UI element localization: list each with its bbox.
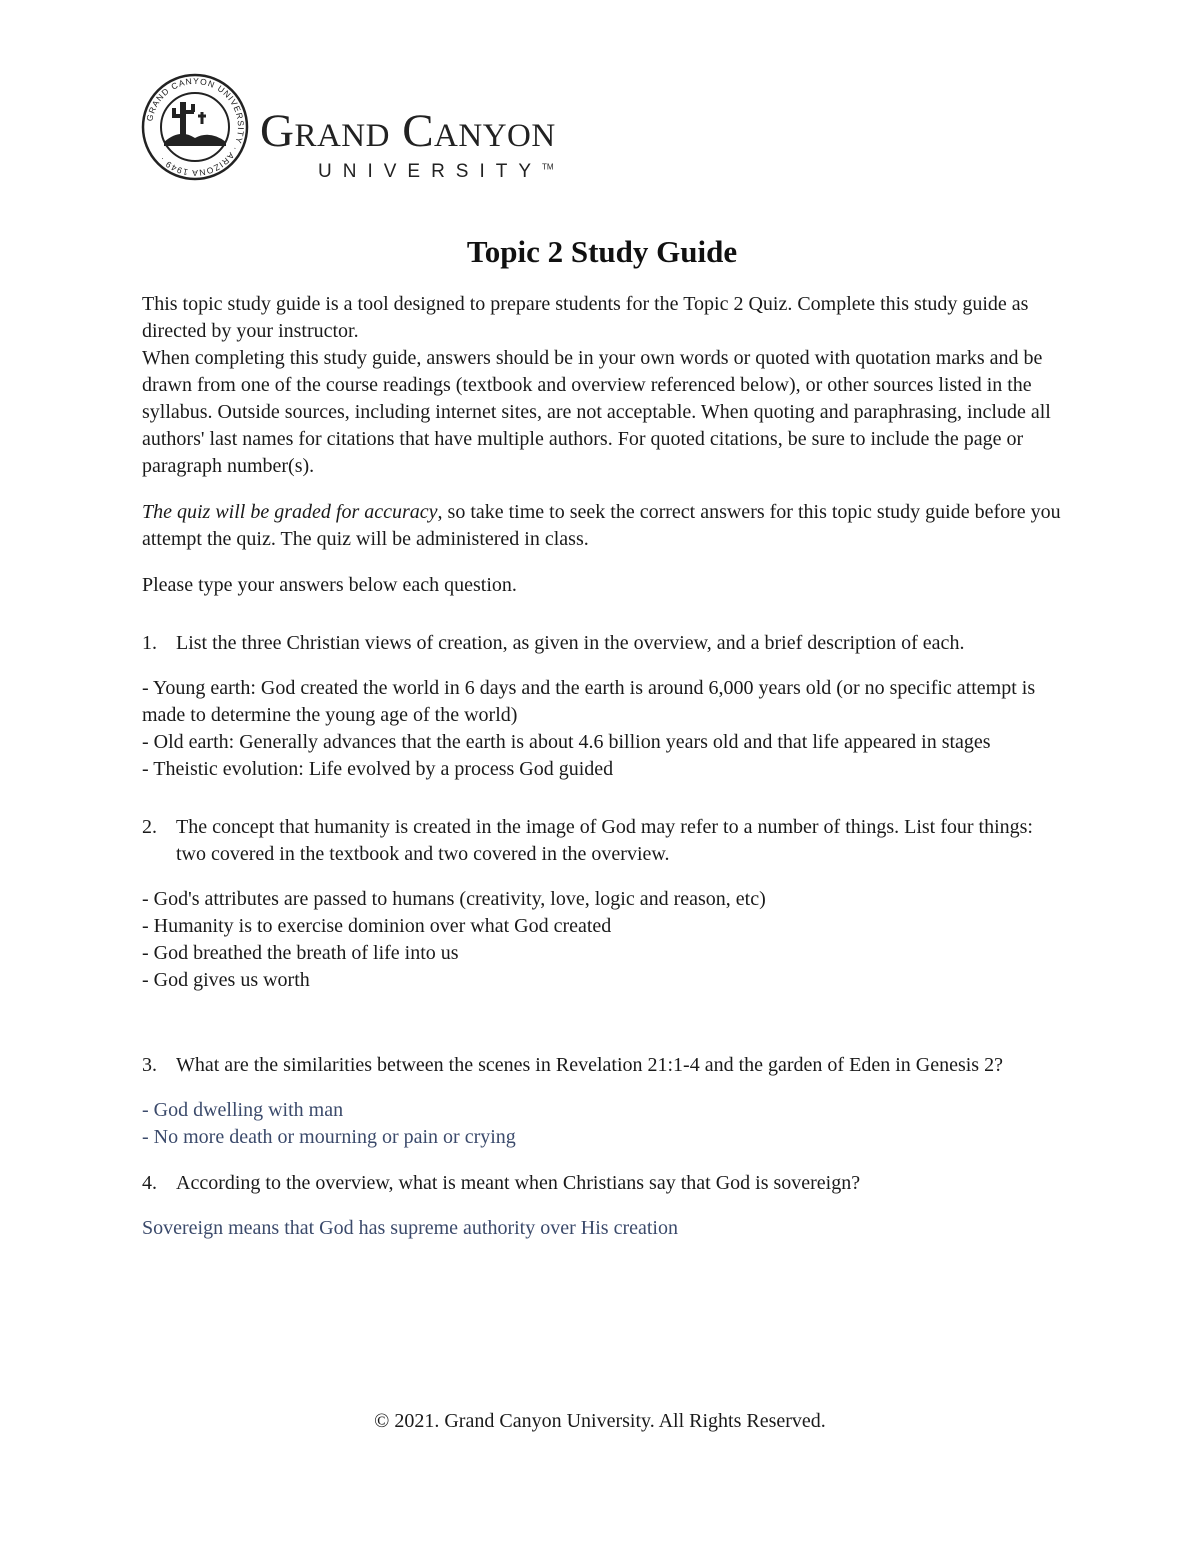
wordmark-line1: Grand Canyon (260, 105, 556, 157)
question-2 (142, 814, 1062, 868)
answer-line: - God gives us worth (142, 969, 310, 991)
university-logo (140, 72, 620, 188)
answer-3 (142, 1097, 1062, 1151)
intro-paragraph-4: Please type your answers below each question. (142, 574, 517, 596)
intro-paragraph-2: When completing this study guide, answers should be in your own words or quoted with quotation marks and be drawn from one of the course readings (textbook and overview referenced below), or other sources listed in the syllabus. Outside sources, including internet sites, are not acceptable. When quoting and paraphrasing, include all authors' last names for citations that have multiple authors. For quoted citations, be sure to include the page or paragraph number(s). (142, 347, 1051, 477)
intro-paragraph-3: The quiz will be graded for accuracy, so take time to seek the correct answers for this topic study guide before you attempt the quiz. The quiz will be administered in class. (142, 501, 1061, 550)
svg-text:GRAND CANYON UNIVERSITY · ARIZ: GRAND CANYON UNIVERSITY · ARIZONA 1949 · (144, 75, 247, 179)
answer-line: - Old earth: Generally advances that the earth is about 4.6 billion years old and that life appeared in stages (142, 731, 991, 753)
answer-line: - God's attributes are passed to humans (creativity, love, logic and reason, etc) (142, 888, 766, 910)
question-1 (142, 630, 1062, 657)
question-number: 4. (142, 1172, 157, 1194)
answer-line: - No more death or mourning or pain or crying (142, 1126, 516, 1148)
answer-line: - Humanity is to exercise dominion over what God created (142, 915, 612, 937)
answer-line: - God dwelling with man (142, 1099, 344, 1121)
question-text: According to the overview, what is meant when Christians say that God is sovereign? (176, 1172, 861, 1194)
question-number: 2. (142, 816, 157, 838)
question-text: The concept that humanity is created in the image of God may refer to a number of things. List four things: two covered in the textbook and two covered in the overview. (176, 816, 1033, 865)
answer-4 (142, 1215, 1062, 1242)
trademark-mark: TM (542, 162, 554, 172)
intro-paragraph-1: This topic study guide is a tool designed to prepare students for the Topic 2 Quiz. Complete this study guide as directed by your instructor. (142, 293, 1029, 342)
wordmark-line2: UNIVERSITY™ (318, 161, 554, 182)
answer-2 (142, 886, 1062, 994)
question-text: What are the similarities between the scenes in Revelation 21:1-4 and the garden of Eden in Genesis 2? (176, 1054, 1003, 1076)
answer-line: - God breathed the breath of life into us (142, 942, 459, 964)
question-text: List the three Christian views of creation, as given in the overview, and a brief description of each. (176, 632, 965, 654)
answer-line: Sovereign means that God has supreme authority over His creation (142, 1217, 678, 1239)
intro-emphasis: The quiz will be graded for accuracy (142, 501, 438, 523)
question-3 (142, 1052, 1062, 1079)
question-4 (142, 1170, 1062, 1197)
answer-line: - Young earth: God created the world in 6 days and the earth is around 6,000 years old (or no specific attempt is made to determine the young age of the world) (142, 677, 1036, 726)
answer-line: - Theistic evolution: Life evolved by a process God guided (142, 758, 614, 780)
document-body (142, 232, 1062, 1242)
page-title: Topic 2 Study Guide (466, 234, 738, 269)
question-number: 3. (142, 1054, 157, 1076)
university-seal-icon (140, 72, 250, 182)
answer-1 (142, 675, 1062, 783)
copyright-footer: © 2021. Grand Canyon University. All Rights Reserved. (374, 1410, 826, 1432)
question-number: 1. (142, 632, 157, 654)
